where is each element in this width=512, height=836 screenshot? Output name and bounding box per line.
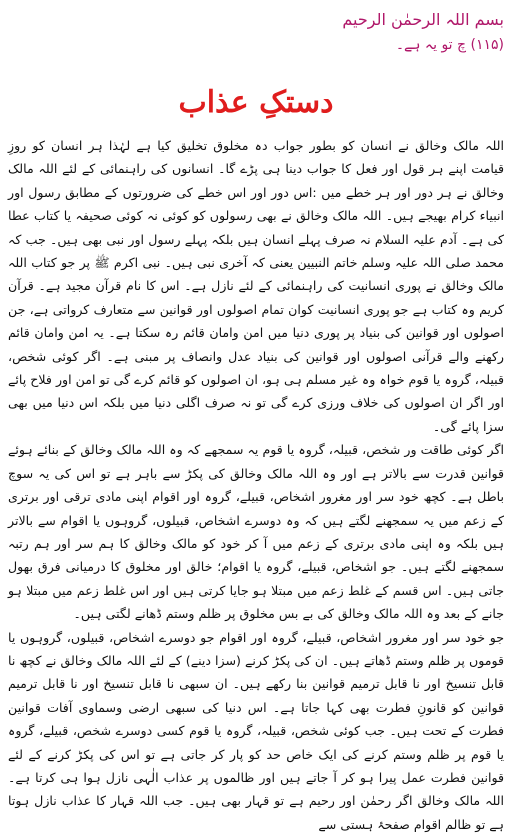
verse-reference: (۱۱۵) چ تو یہ ہے۔ (395, 37, 504, 53)
paragraph-3: جو خود سر اور مغرور اشخاص، قبیلے، گروہ اور اقوام جو دوسرے اشخاص، قبیلوں، گروہوں یا قوموں پر ظلم وستم ڈھاتے ہیں۔ ان کی پکڑ کرنے (سزا دینے) کے لئے اللہ مالک وخالق نے کچھ نا قابل تنسیخ اور نا قابل ترمیم قوانین بنا رکھے ہیں۔ ان سبھی نا قابل تنسیخ اور نا قابل ترمیم قوانین کو قانونِ فطرت بھی کہا جاتا ہے۔ اس دنیا کی سبھی ارضی وسماوی آفات قوانین فطرت کے تحت ہیں۔ جب کوئی شخص، قبیلہ، گروہ یا قوم کسی دوسرے شخص، قبیلے، گروہ یا قوم پر ظلم وستم کرنے کی ایک خاص حد کو پار کر جاتی ہے تو اس کی پکڑ کرنے کے لئے قوانین فطرت عمل پیرا ہو کر آ جاتے ہیں اور ظالموں پر عذاب الٰہی نازل ہوا ہی کرتا ہے۔ اللہ مالک وخالق اگر رحمٰن اور رحیم ہے تو قہار بھی ہیں۔ جب اللہ قہار کا عذاب نازل ہوتا ہے تو ظالم اقوام صفحۂ ہستی سے (8, 629, 504, 832)
paragraph-2: اگر کوئی طاقت ور شخص، قبیلہ، گروہ یا قوم یہ سمجھے کہ وہ اللہ مالک وخالق کے بنائے ہوئے قوانین قدرت سے بالاتر ہے اور وہ اللہ مالک وخالق کی پکڑ سے باہر ہے تو اس کی یہ سوچ باطل ہے۔ کچھ خود سر اور مغرور اشخاص، قبیلے، گروہ اور اقوام اپنی مادی ترقی اور برتری کے زعم میں یہ سمجھنے لگتے ہیں کہ وہ دوسرے اشخاص، قبیلوں، گروہوں یا اقوام سے بالاتر ہیں بلکہ وہ اپنی مادی برتری کے زعم میں آ کر خود کو مالک وخالق کا ہم سر اور ہم رتبہ سمجھنے لگتے ہیں۔ جو اشخاص، قبیلے، گروہ یا اقوام؛ خالق اور مخلوق کا درمیانی فرق بھول جاتی ہیں۔ اس قسم کے غلط زعم میں مبتلا ہو جایا کرتی ہیں اور اس غلط زعم میں مبتلا ہو جانے کے بعد وہ اللہ مالک وخالق کی بے بس مخلوق پر ظلم وستم ڈھانے لگتی ہیں۔ (8, 442, 504, 622)
bismillah-heading: بسم اللہ الرحمٰن الرحیم (342, 10, 504, 29)
paragraph-1: اللہ مالک وخالق نے انسان کو بطور جواب دہ مخلوق تخلیق کیا ہے لہٰذا ہر انسان کو روزِ قیامت اپنے ہر قول اور فعل کا جواب دینا ہی پڑے گا۔ انسانوں کی راہنمائی کے لئے اللہ مالک وخالق نے ہر دور اور ہر خطے میں :اس دور اور اس خطے کی ضرورتوں کے مطابق رسول اور انبیاء کرام بھیجے ہیں۔ اللہ مالک وخالق نے بھی رسولوں کو کوئی نہ کوئی صحیفہ یا کتاب عطا کی ہے۔ آدم علیہ السلام نہ صرف پہلے انسان ہیں بلکہ پہلے رسول اور نبی بھی ہیں۔ جب کہ محمد صلی اللہ علیہ وسلم خاتم النبیین یعنی کہ آخری نبی ہیں۔ نبی اکرم ﷺ پر جو کتاب اللہ مالک وخالق نے پوری انسانیت کی راہنمائی کے لئے نازل ہے۔ اس کا نام قرآن مجید ہے۔ قرآن کریم وہ کتاب ہے جو پوری انسانیت کوان تمام اصولوں اور قوانین سے متعارف کرواتی ہے، جن اصولوں اور قوانین کی بنیاد پر پوری دنیا میں امن وامان قائم رہ سکتا ہے۔ یہ امن وامان قائم رکھنے والے قرآنی اصولوں اور قوانین کی بنیاد عدل وانصاف پر مبنی ہے۔ اگر کوئی شخص، قبیلہ، گروہ یا قوم خواہ وہ غیر مسلم ہی ہو، ان اصولوں کو قائم کرے گی تو امن اور فلاح پائے اور اگر ان اصولوں کی خلاف ورزی کرے گی تو نہ صرف اگلی دنیا میں بلکہ اس دنیا میں بھی سزا پائے گی۔ (8, 138, 504, 434)
page-title: دستکِ عذاب (178, 85, 334, 120)
